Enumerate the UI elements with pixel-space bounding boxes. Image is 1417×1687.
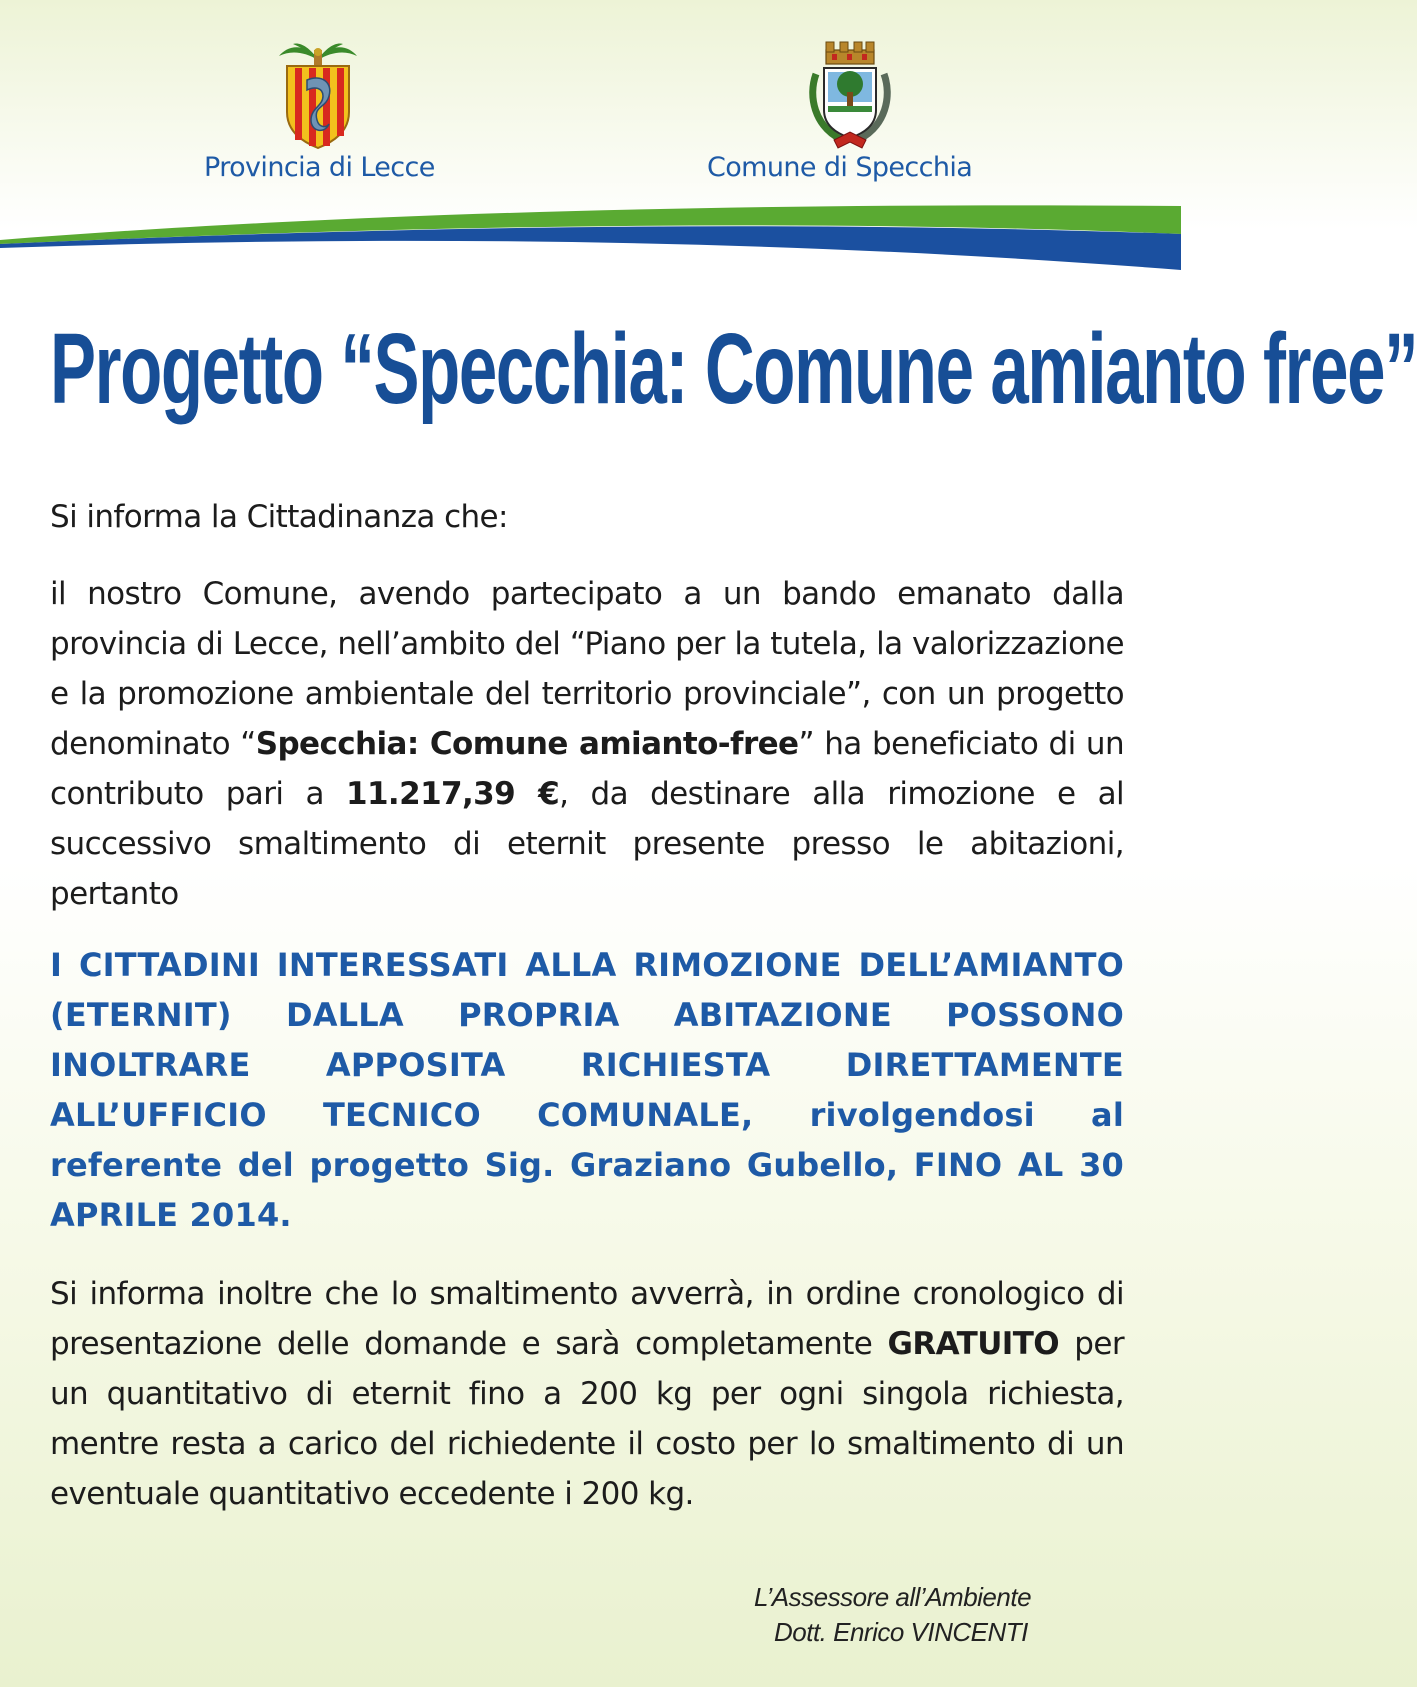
intro-text: Si informa la Cittadinanza che:: [50, 499, 508, 535]
body1-text-start: il nostro Comune, avendo partecipato a un bando emanato dalla provincia di Lecce, nell’ambito del “Piano per la tutela, la valorizzazione e la promozione ambientale del territorio provinciale”, con un progetto denominato “: [50, 576, 1124, 762]
provincia-lecce-coat-of-arms-icon: [273, 40, 363, 150]
provincia-lecce-label: Provincia di Lecce: [204, 152, 435, 183]
signature-role: L’Assessore all’Ambiente: [754, 1582, 1032, 1612]
page-title: Progetto “Specchia: Comune amianto free”: [50, 313, 1417, 425]
body1-text-mid: ” ha beneficiato di un contributo pari a: [50, 726, 1124, 812]
body-paragraph-2: [50, 1269, 1124, 1519]
body1-text-end: , da destinare alla rimozione e al successivo smaltimento di eternit presente presso le abitazioni, pertanto: [50, 776, 1124, 912]
contribution-amount: 11.217,39 €: [345, 776, 560, 812]
header-swoosh-divider: [0, 198, 1181, 288]
comune-specchia-label: Comune di Specchia: [707, 152, 973, 183]
project-name: Specchia: Comune amianto-free: [255, 726, 799, 762]
notice-deadline: FINO AL 30 APRILE 2014.: [50, 1146, 1125, 1234]
body2-text-start: Si informa inoltre che lo smaltimento avverrà, in ordine cronologico di presentazione delle domande e sarà completamente: [50, 1276, 1124, 1362]
body-paragraph-1: [50, 569, 1124, 919]
signature-name: Dott. Enrico VINCENTI: [774, 1617, 1028, 1647]
body2-text-end: per un quantitativo di eternit fino a 200 kg per ogni singola richiesta, mentre resta a carico del richiedente il costo per lo smaltimento di un eventuale quantitativo eccedente i 200 kg.: [50, 1326, 1124, 1512]
notice-caps-text: I CITTADINI INTERESSATI ALLA RIMOZIONE DELL’AMIANTO (ETERNIT) DALLA PROPRIA ABITAZIONE POSSONO INOLTRARE APPOSITA RICHIESTA DIRETTAMENTE ALL’UFFICIO TECNICO COMUNALE,: [50, 946, 1124, 1134]
notice-paragraph: [50, 940, 1124, 1240]
notice-contact-text: rivolgendosi al referente del progetto Sig. Graziano Gubello,: [50, 1096, 1124, 1184]
free-of-charge-word: GRATUITO: [887, 1326, 1059, 1362]
comune-specchia-coat-of-arms-icon: [804, 40, 896, 152]
